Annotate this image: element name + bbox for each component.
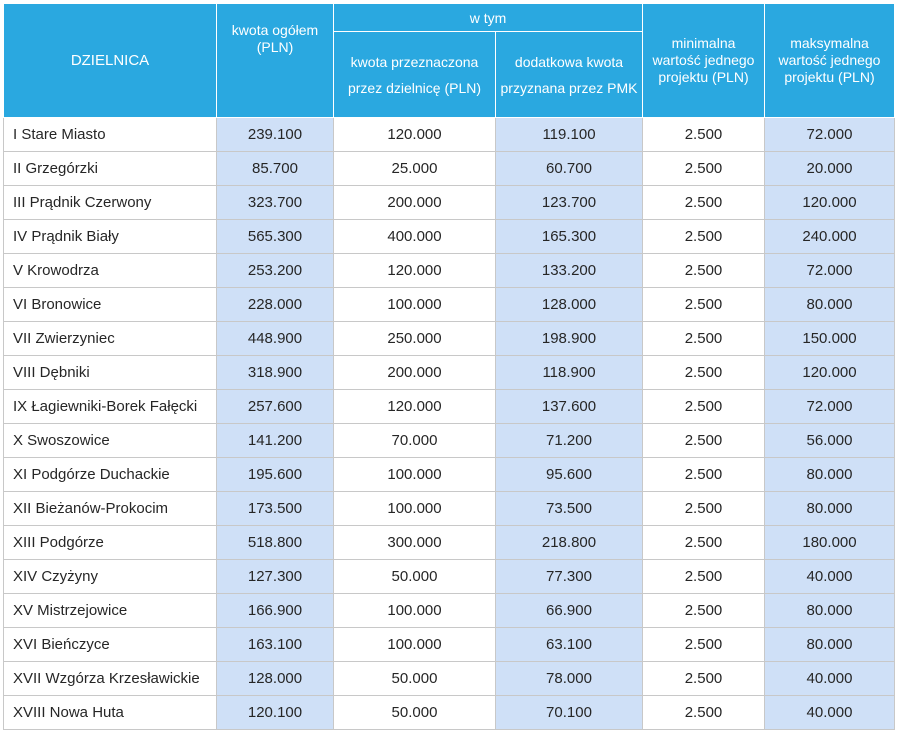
max-value-cell: 72.000 [765,390,895,424]
min-value-cell: 2.500 [643,458,765,492]
district-name-cell: VII Zwierzyniec [4,322,217,356]
max-value-cell: 80.000 [765,492,895,526]
district-name-cell: I Stare Miasto [4,118,217,152]
table-row [4,424,895,458]
additional-amount-cell: 123.700 [496,186,643,220]
additional-amount-cell: 60.700 [496,152,643,186]
max-value-cell: 80.000 [765,628,895,662]
max-value-cell: 40.000 [765,662,895,696]
district-name-cell: XVIII Nowa Huta [4,696,217,730]
table-row [4,560,895,594]
min-value-cell: 2.500 [643,356,765,390]
allocated-amount-cell: 300.000 [334,526,496,560]
total-amount-cell: 127.300 [217,560,334,594]
allocated-amount-cell: 120.000 [334,118,496,152]
table-row [4,492,895,526]
additional-amount-cell: 218.800 [496,526,643,560]
allocated-amount-cell: 120.000 [334,254,496,288]
allocated-amount-cell: 100.000 [334,594,496,628]
total-amount-cell: 120.100 [217,696,334,730]
table-row [4,152,895,186]
allocated-amount-cell: 100.000 [334,288,496,322]
total-amount-cell: 257.600 [217,390,334,424]
district-name-cell: XI Podgórze Duchackie [4,458,217,492]
table-row [4,254,895,288]
table-row [4,594,895,628]
min-value-cell: 2.500 [643,560,765,594]
additional-amount-cell: 78.000 [496,662,643,696]
additional-amount-cell: 73.500 [496,492,643,526]
additional-amount-cell: 118.900 [496,356,643,390]
additional-amount-cell: 95.600 [496,458,643,492]
total-amount-cell: 565.300 [217,220,334,254]
header-max-value: maksymalna wartość jednego projektu (PLN) [765,4,895,118]
district-name-cell: XIII Podgórze [4,526,217,560]
allocated-amount-cell: 100.000 [334,492,496,526]
allocated-amount-cell: 400.000 [334,220,496,254]
min-value-cell: 2.500 [643,254,765,288]
min-value-cell: 2.500 [643,492,765,526]
table-header [4,4,895,118]
max-value-cell: 80.000 [765,594,895,628]
max-value-cell: 120.000 [765,356,895,390]
total-amount-cell: 318.900 [217,356,334,390]
total-amount-cell: 173.500 [217,492,334,526]
max-value-cell: 72.000 [765,254,895,288]
allocated-amount-cell: 50.000 [334,662,496,696]
additional-amount-cell: 198.900 [496,322,643,356]
district-name-cell: XV Mistrzejowice [4,594,217,628]
table-row [4,458,895,492]
district-name-cell: VI Bronowice [4,288,217,322]
total-amount-cell: 163.100 [217,628,334,662]
header-min-value: minimalna wartość jednego projektu (PLN) [643,4,765,118]
min-value-cell: 2.500 [643,526,765,560]
district-name-cell: XII Bieżanów-Prokocim [4,492,217,526]
total-amount-cell: 323.700 [217,186,334,220]
allocated-amount-cell: 250.000 [334,322,496,356]
table-row [4,288,895,322]
total-amount-cell: 128.000 [217,662,334,696]
max-value-cell: 40.000 [765,560,895,594]
table-row [4,696,895,730]
header-total: kwota ogółem (PLN) [217,4,334,118]
min-value-cell: 2.500 [643,424,765,458]
total-amount-cell: 448.900 [217,322,334,356]
allocated-amount-cell: 200.000 [334,186,496,220]
max-value-cell: 56.000 [765,424,895,458]
table-body [4,118,895,730]
min-value-cell: 2.500 [643,220,765,254]
header-allocated: kwota przeznaczona przez dzielnicę (PLN) [334,32,496,118]
max-value-cell: 72.000 [765,118,895,152]
min-value-cell: 2.500 [643,186,765,220]
allocated-amount-cell: 25.000 [334,152,496,186]
table-row [4,322,895,356]
additional-amount-cell: 137.600 [496,390,643,424]
allocated-amount-cell: 100.000 [334,628,496,662]
table-row [4,526,895,560]
max-value-cell: 180.000 [765,526,895,560]
total-amount-cell: 166.900 [217,594,334,628]
additional-amount-cell: 77.300 [496,560,643,594]
additional-amount-cell: 119.100 [496,118,643,152]
allocated-amount-cell: 100.000 [334,458,496,492]
table-row [4,220,895,254]
min-value-cell: 2.500 [643,288,765,322]
district-name-cell: VIII Dębniki [4,356,217,390]
min-value-cell: 2.500 [643,390,765,424]
district-name-cell: II Grzegórzki [4,152,217,186]
additional-amount-cell: 71.200 [496,424,643,458]
total-amount-cell: 195.600 [217,458,334,492]
total-amount-cell: 228.000 [217,288,334,322]
allocated-amount-cell: 50.000 [334,560,496,594]
min-value-cell: 2.500 [643,594,765,628]
min-value-cell: 2.500 [643,322,765,356]
additional-amount-cell: 70.100 [496,696,643,730]
allocated-amount-cell: 50.000 [334,696,496,730]
header-group-w-tym: w tym [334,4,643,32]
additional-amount-cell: 165.300 [496,220,643,254]
min-value-cell: 2.500 [643,628,765,662]
district-name-cell: IV Prądnik Biały [4,220,217,254]
header-additional: dodatkowa kwota przyznana przez PMK [496,32,643,118]
max-value-cell: 40.000 [765,696,895,730]
district-name-cell: XVII Wzgórza Krzesławickie [4,662,217,696]
min-value-cell: 2.500 [643,152,765,186]
additional-amount-cell: 128.000 [496,288,643,322]
district-name-cell: X Swoszowice [4,424,217,458]
max-value-cell: 80.000 [765,458,895,492]
table-row [4,356,895,390]
total-amount-cell: 85.700 [217,152,334,186]
table-row [4,662,895,696]
additional-amount-cell: 66.900 [496,594,643,628]
additional-amount-cell: 63.100 [496,628,643,662]
additional-amount-cell: 133.200 [496,254,643,288]
min-value-cell: 2.500 [643,118,765,152]
allocated-amount-cell: 70.000 [334,424,496,458]
max-value-cell: 20.000 [765,152,895,186]
table-row [4,628,895,662]
table-row [4,390,895,424]
max-value-cell: 150.000 [765,322,895,356]
allocated-amount-cell: 120.000 [334,390,496,424]
total-amount-cell: 253.200 [217,254,334,288]
allocated-amount-cell: 200.000 [334,356,496,390]
total-amount-cell: 141.200 [217,424,334,458]
min-value-cell: 2.500 [643,662,765,696]
district-name-cell: III Prądnik Czerwony [4,186,217,220]
max-value-cell: 80.000 [765,288,895,322]
district-name-cell: XVI Bieńczyce [4,628,217,662]
max-value-cell: 240.000 [765,220,895,254]
total-amount-cell: 239.100 [217,118,334,152]
table-row [4,118,895,152]
min-value-cell: 2.500 [643,696,765,730]
header-district: DZIELNICA [4,4,217,118]
district-name-cell: XIV Czyżyny [4,560,217,594]
budget-table [3,3,895,730]
table-row [4,186,895,220]
district-name-cell: IX Łagiewniki-Borek Fałęcki [4,390,217,424]
district-name-cell: V Krowodrza [4,254,217,288]
total-amount-cell: 518.800 [217,526,334,560]
max-value-cell: 120.000 [765,186,895,220]
